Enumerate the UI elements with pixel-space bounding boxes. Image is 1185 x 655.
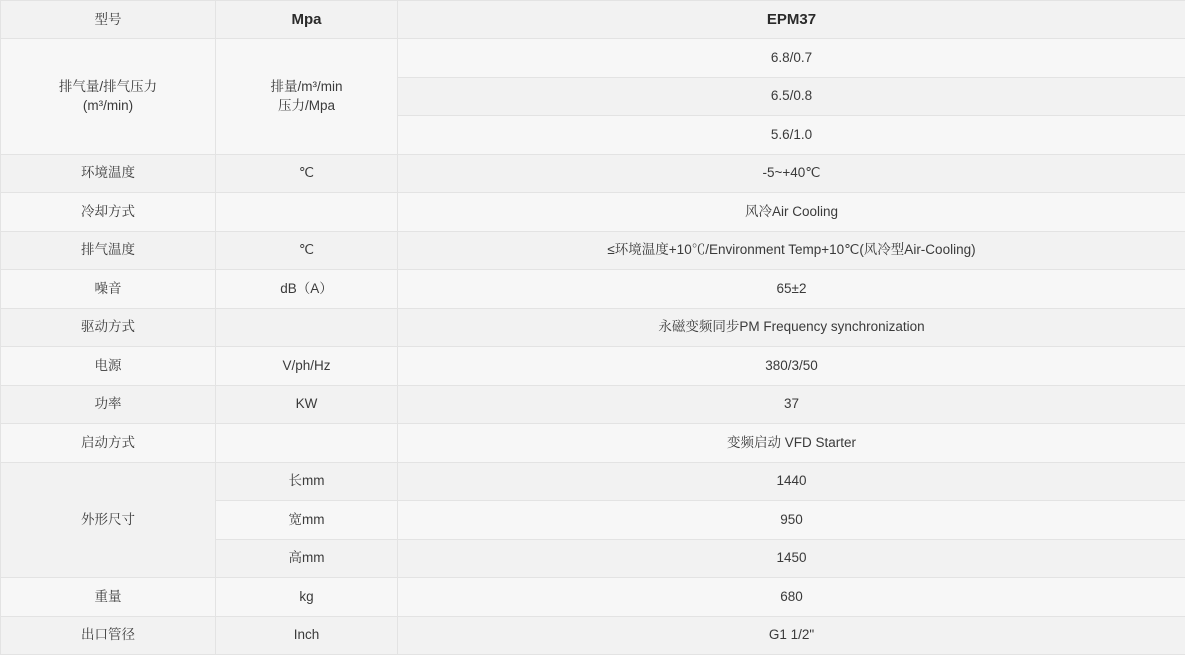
row-label-ambient-temp: 环境温度 xyxy=(1,154,216,193)
row-unit-dimension-height: 高mm xyxy=(216,539,398,578)
row-label-start-mode: 启动方式 xyxy=(1,424,216,463)
row-unit-capacity xyxy=(216,39,398,155)
table-row xyxy=(1,578,1185,617)
row-value-capacity-2: 6.5/0.8 xyxy=(398,77,1185,116)
row-unit-start-mode xyxy=(216,424,398,463)
row-value-ambient-temp: -5~+40℃ xyxy=(398,154,1185,193)
row-unit-drive-mode xyxy=(216,308,398,347)
table-row xyxy=(1,347,1185,386)
row-unit-weight: kg xyxy=(216,578,398,617)
table-row xyxy=(1,193,1185,232)
row-value-dimension-length: 1440 xyxy=(398,462,1185,501)
row-label-cooling: 冷却方式 xyxy=(1,193,216,232)
row-value-discharge-temp: ≤环境温度+10℃/Environment Temp+10℃(风冷型Air-Cooling) xyxy=(398,231,1185,270)
row-value-dimension-height: 1450 xyxy=(398,539,1185,578)
table-row xyxy=(1,154,1185,193)
table-row xyxy=(1,616,1185,655)
row-value-outlet-diameter: G1 1/2" xyxy=(398,616,1185,655)
row-value-power-supply: 380/3/50 xyxy=(398,347,1185,386)
row-unit-noise: dB（A） xyxy=(216,270,398,309)
row-unit-discharge-temp: ℃ xyxy=(216,231,398,270)
row-label-noise: 噪音 xyxy=(1,270,216,309)
table-row xyxy=(1,424,1185,463)
header-model: 型号 xyxy=(1,1,216,39)
row-label-drive-mode: 驱动方式 xyxy=(1,308,216,347)
row-label-dimensions: 外形尺寸 xyxy=(1,462,216,578)
row-value-start-mode: 变频启动 VFD Starter xyxy=(398,424,1185,463)
table-header-row xyxy=(1,1,1185,39)
table-row xyxy=(1,231,1185,270)
row-unit-power: KW xyxy=(216,385,398,424)
row-value-noise: 65±2 xyxy=(398,270,1185,309)
row-value-cooling: 风冷Air Cooling xyxy=(398,193,1185,232)
table-row xyxy=(1,308,1185,347)
row-value-capacity-3: 5.6/1.0 xyxy=(398,116,1185,155)
row-value-weight: 680 xyxy=(398,578,1185,617)
row-unit-dimension-width: 宽mm xyxy=(216,501,398,540)
table-row xyxy=(1,462,1185,501)
row-value-power: 37 xyxy=(398,385,1185,424)
header-product-model: EPM37 xyxy=(398,1,1185,39)
table-row xyxy=(1,385,1185,424)
row-unit-outlet-diameter: Inch xyxy=(216,616,398,655)
row-label-capacity xyxy=(1,39,216,155)
row-value-dimension-width: 950 xyxy=(398,501,1185,540)
row-label-discharge-temp: 排气温度 xyxy=(1,231,216,270)
row-unit-dimension-length: 长mm xyxy=(216,462,398,501)
row-unit-cooling xyxy=(216,193,398,232)
row-value-capacity-1: 6.8/0.7 xyxy=(398,39,1185,78)
row-value-drive-mode: 永磁变频同步PM Frequency synchronization xyxy=(398,308,1185,347)
table-row xyxy=(1,39,1185,78)
row-label-capacity-line2: (m³/min) xyxy=(5,96,211,116)
table-row xyxy=(1,270,1185,309)
row-unit-capacity-line1: 排量/m³/min xyxy=(220,77,393,97)
row-label-weight: 重量 xyxy=(1,578,216,617)
row-label-power-supply: 电源 xyxy=(1,347,216,386)
header-mpa: Mpa xyxy=(216,1,398,39)
row-label-outlet-diameter: 出口管径 xyxy=(1,616,216,655)
row-unit-capacity-line2: 压力/Mpa xyxy=(220,96,393,116)
row-unit-ambient-temp: ℃ xyxy=(216,154,398,193)
row-unit-power-supply: V/ph/Hz xyxy=(216,347,398,386)
row-label-power: 功率 xyxy=(1,385,216,424)
row-label-capacity-line1: 排气量/排气压力 xyxy=(5,77,211,97)
